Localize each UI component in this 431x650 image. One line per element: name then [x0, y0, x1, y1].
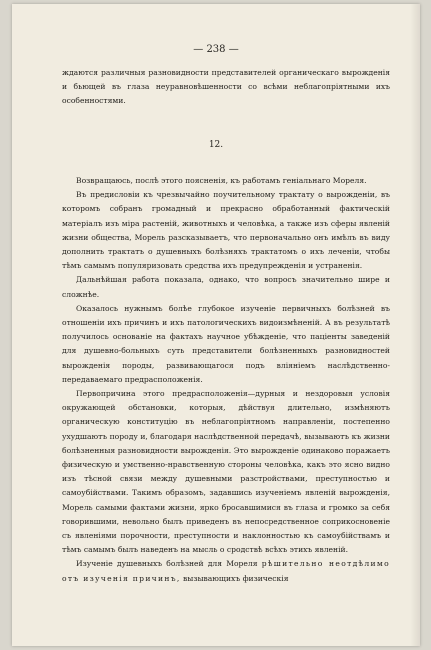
paragraph-6-start: Изученіе душевныхъ болѣзней для Мореля	[76, 559, 258, 569]
paragraph-1: Возвращаюсь, послѣ этого поясненія, къ работамъ геніальнаго Мореля.	[76, 176, 367, 185]
paragraph-4: Оказалось нужнымъ болѣе глубокое изученіе первичныхъ болѣзней въ отношеніи ихъ причинъ и ихъ патологическихъ видоизмѣненій. А въ результатѣ получилось основаніе на фактахъ научное убѣжденіе, что паціенты заведеній для душевно-больныхъ суть представители болѣзненныхъ разновидностей вырожденія породы, развивающагося подъ вліяніемъ наслѣдственно-передаваемаго предрасположенія.	[62, 303, 390, 384]
paragraph-6	[62, 557, 390, 585]
paragraph-3: Дальнѣйшая работа показала, однако, что вопросъ значительно шире и сложнѣе.	[62, 275, 390, 299]
paragraph-2: Въ предисловіи къ чрезвычайно поучительному трактату о вырожденіи, въ которомъ собранъ громадный и прекрасно обработанный фактическій матеріалъ изъ міра растеній, животныхъ и человѣка, а также изъ сферы явленій жизни общества, Морель разсказываетъ, что первоначально онъ имѣлъ въ виду дополнить трактатъ о душевныхъ болѣзняхъ трактатомъ о ихъ леченіи, чтобы тѣмъ самымъ популяризовать средства ихъ предупрежденія и устраненія.	[62, 190, 390, 271]
paragraph-5: Первопричина этого предрасположенія—дурныя и нездоровыя условія окружающей обстановки, которыя, дѣйствуя длительно, измѣняютъ органическую конституцію въ неблагопріятномъ направленіи, постепенно ухудшаютъ породу и, благодаря наслѣдственной передачѣ, вызываютъ къ жизни болѣзненныя разновидности вырожденія. Это вырожденіе одинаково поражаетъ физическую и умственно-нравственную стороны человѣка, какъ это ясно видно изъ тѣсной связи между душевными разстройствами, преступностью и самоубійствами. Такимъ образомъ, задавшись изученіемъ явленій вырожденія, Морель самыми фактами жизни, ярко бросавшимися въ глаза и громко за себя говорившими, невольно былъ приведенъ въ непосредственное соприкосновеніе съ явленіями порочности, преступности и наклонностью къ самоубійствамъ и тѣмъ самымъ былъ наведенъ на мысль о сродствѣ всѣхъ этихъ явленій.	[62, 389, 390, 555]
continuation-block	[62, 66, 390, 109]
page-number: — 238 —	[193, 44, 239, 55]
page-edge-shadow	[410, 4, 420, 646]
section-number: 12.	[208, 140, 224, 150]
book-page	[12, 4, 420, 646]
paragraph-6-spaced: рѣшительно неотдѣлимо отъ изученія причинъ,	[62, 559, 390, 583]
section-body	[62, 174, 390, 586]
continuation-paragraph: ждаются различныя разновидности представителей органическаго вырожденія и бьющей въ глаза неуравновѣшенности со всѣми неблагопріятными ихъ особенностями.	[62, 68, 390, 106]
paragraph-6-end: вызывающихъ физическія	[183, 573, 289, 583]
